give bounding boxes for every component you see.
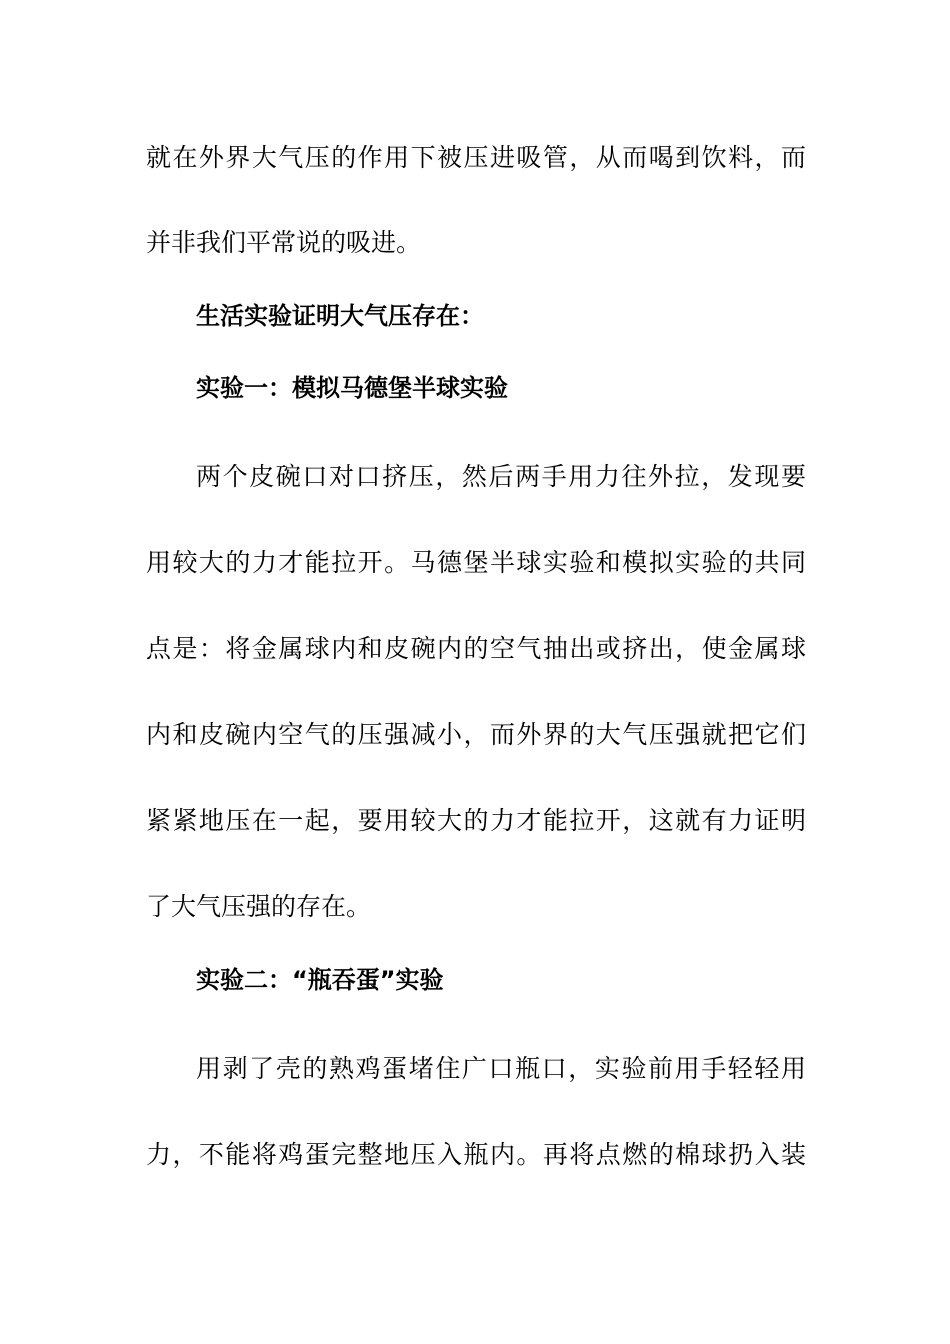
experiment2-heading: 实验二：“瓶吞蛋”实验 [196, 966, 444, 994]
paragraph-line: 用剥了壳的熟鸡蛋堵住广口瓶口，实验前用手轻轻用 [196, 1054, 806, 1083]
paragraph-line: 两个皮碗口对口挤压，然后两手用力往外拉，发现要 [196, 462, 806, 491]
experiment1-heading: 实验一：模拟马德堡半球实验 [196, 374, 508, 402]
paragraph-line: 紧紧地压在一起，要用较大的力才能拉开，这就有力证明 [146, 806, 806, 835]
section-heading: 生活实验证明大气压存在： [196, 302, 484, 330]
paragraph-line: 点是：将金属球内和皮碗内的空气抽出或挤出，使金属球 [146, 634, 806, 663]
paragraph-line: 用较大的力才能拉开。马德堡半球实验和模拟实验的共同 [146, 548, 806, 577]
paragraph-line: 力，不能将鸡蛋完整地压入瓶内。再将点燃的棉球扔入装 [146, 1140, 806, 1169]
paragraph-line: 了大气压强的存在。 [146, 892, 372, 921]
paragraph-line: 内和皮碗内空气的压强减小，而外界的大气压强就把它们 [146, 720, 806, 749]
paragraph-line: 并非我们平常说的吸进。 [146, 228, 422, 257]
paragraph-line: 就在外界大气压的作用下被压进吸管，从而喝到饮料，而 [146, 143, 806, 172]
